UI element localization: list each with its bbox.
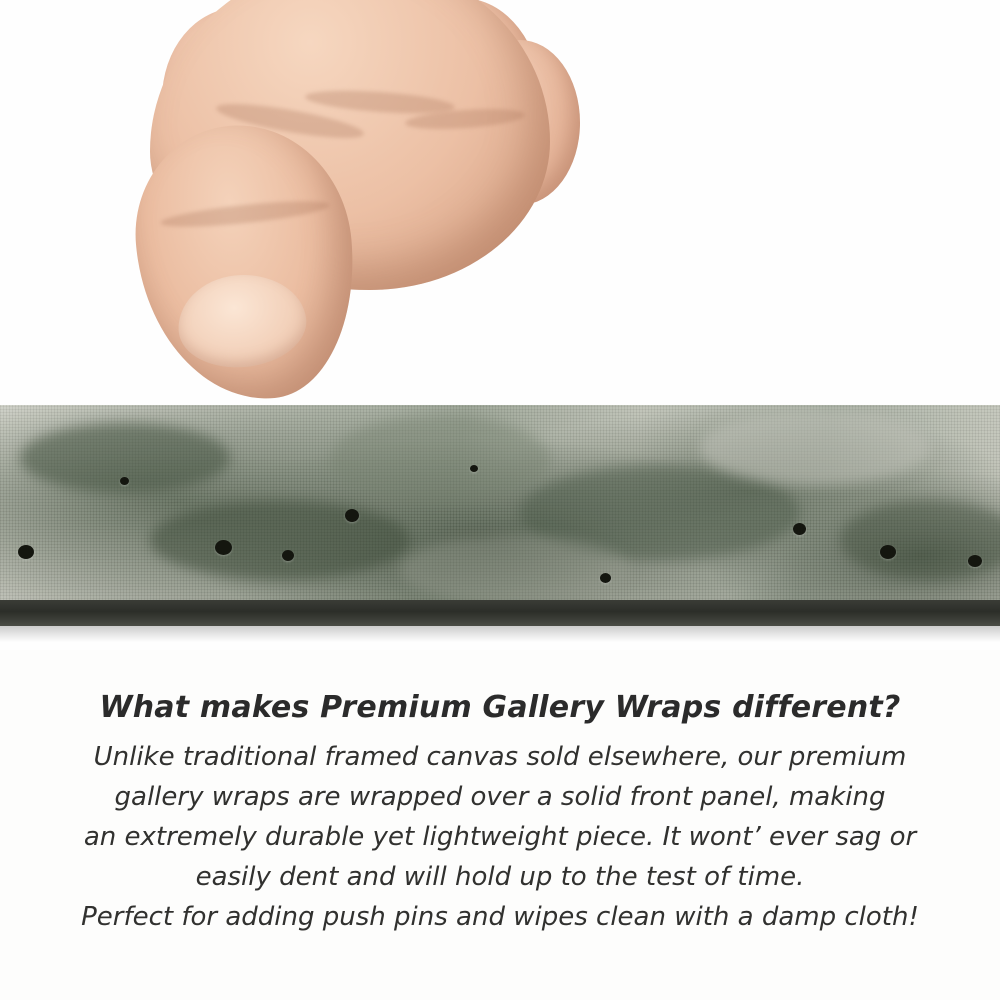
canvas-wrap-edge [0, 405, 1000, 620]
canvas-texture-blotch [400, 535, 630, 605]
canvas-texture-blotch [700, 410, 930, 485]
canvas-speck [880, 545, 896, 559]
caption-line: Perfect for adding push pins and wipes clean with a damp cloth! [81, 902, 919, 932]
hand-photo [120, 0, 560, 430]
caption-line: Unlike traditional framed canvas sold elsewhere, our premium [93, 742, 907, 772]
canvas-drop-shadow [0, 626, 1000, 642]
caption-line: easily dent and will hold up to the test of time. [195, 862, 805, 892]
caption-title: What makes Premium Gallery Wraps different? [99, 690, 901, 725]
canvas-texture-blotch [330, 415, 550, 505]
canvas-speck [282, 550, 294, 561]
canvas-speck [793, 523, 806, 535]
canvas-texture-blotch [840, 500, 1000, 580]
canvas-texture-blotch [150, 500, 410, 580]
caption-line: gallery wraps are wrapped over a solid front panel, making [114, 782, 886, 812]
canvas-speck [215, 540, 232, 555]
canvas-speck [120, 477, 129, 485]
canvas-speck [968, 555, 982, 567]
caption-block [0, 690, 1000, 937]
canvas-speck [18, 545, 34, 559]
canvas-panel-depth [0, 600, 1000, 626]
canvas-speck [600, 573, 611, 583]
canvas-speck [470, 465, 478, 472]
canvas-speck [345, 509, 359, 522]
caption-line: an extremely durable yet lightweight piece. It wont’ ever sag or [83, 822, 917, 852]
